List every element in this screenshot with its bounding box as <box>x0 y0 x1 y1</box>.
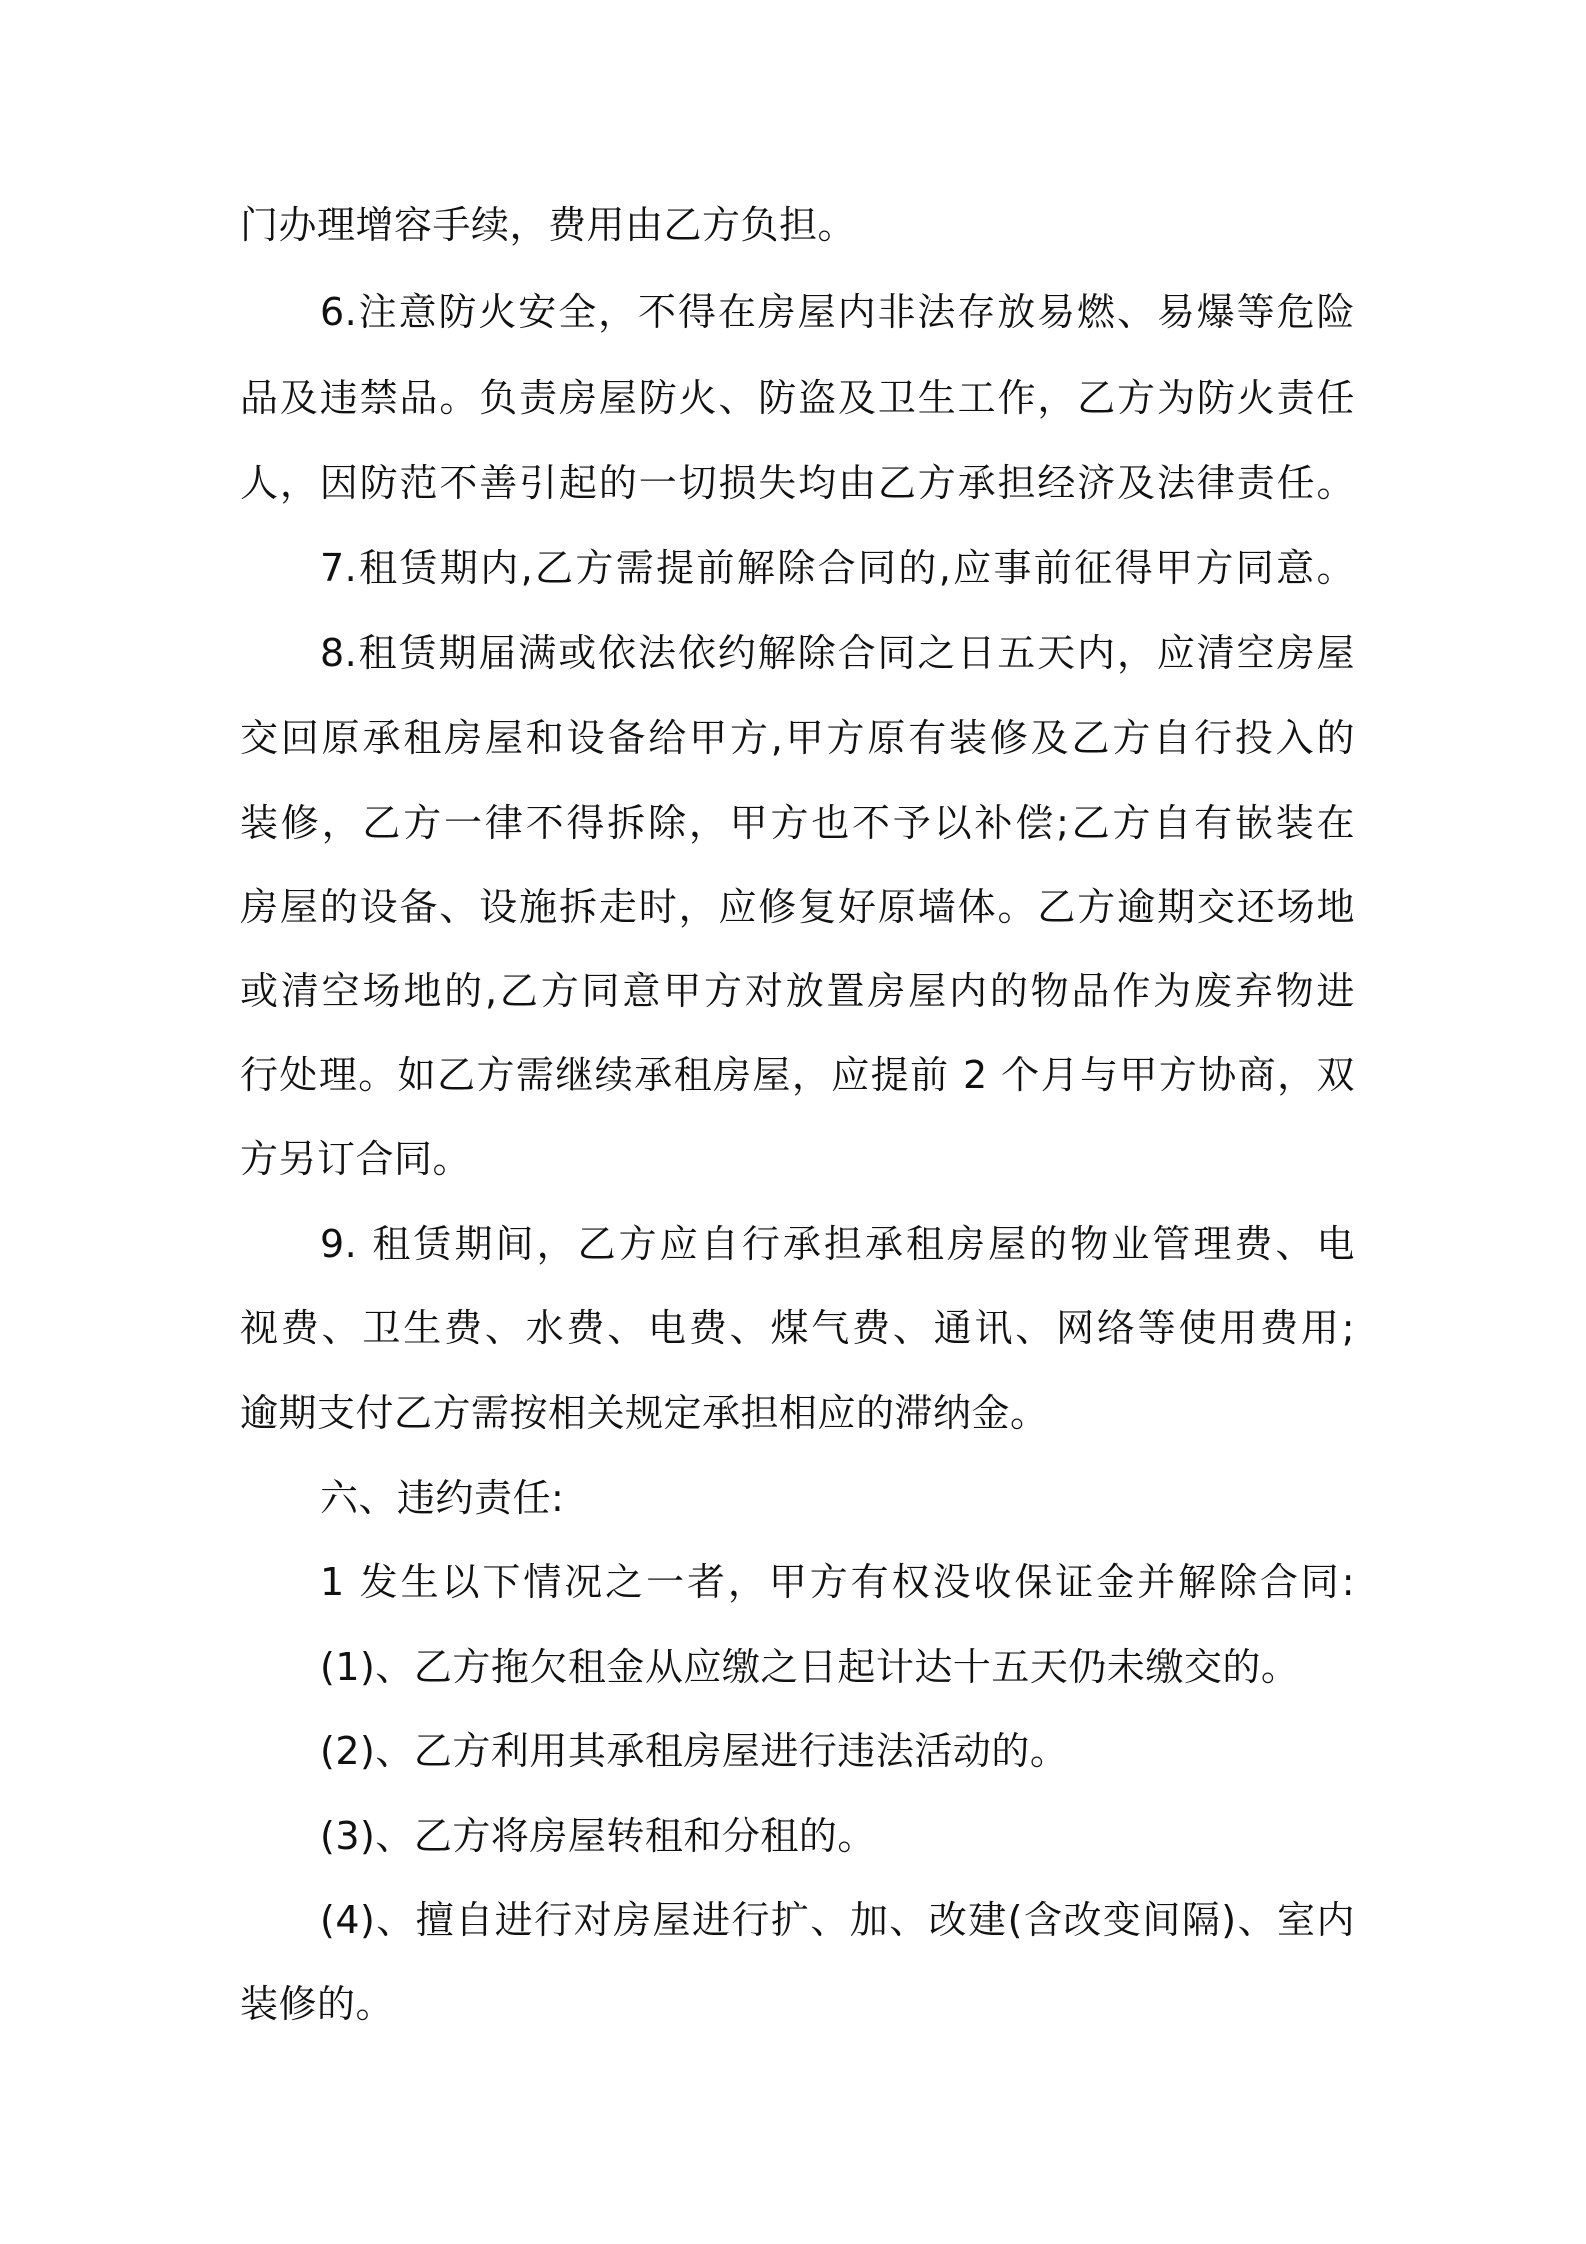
list-item: (3)、乙方将房屋转租和分租的。 <box>320 1814 876 1858</box>
text-line: 装修的。 <box>240 1982 395 2026</box>
list-item: (1)、乙方拖欠租金从应缴之日起计达十五天仍未缴交的。 <box>320 1645 1300 1689</box>
text-line: 或清空场地的,乙方同意甲方对放置房屋内的物品作为废弃物进 <box>240 969 1355 1013</box>
text-line: 视费、卫生费、水费、电费、煤气费、通讯、网络等使用费用; <box>240 1306 1355 1350</box>
text-line: 方另订合同。 <box>240 1137 472 1181</box>
list-item: (2)、乙方利用其承租房屋进行违法活动的。 <box>320 1729 1069 1773</box>
text-line: 人，因防范不善引起的一切损失均由乙方承担经济及法律责任。 <box>240 461 1355 505</box>
text-line: 行处理。如乙方需继续承租房屋，应提前 2 个月与甲方协商，双 <box>240 1053 1355 1097</box>
text-line: 逾期支付乙方需按相关规定承担相应的滞纳金。 <box>240 1391 1049 1435</box>
text-line: 8.租赁期届满或依法依约解除合同之日五天内，应清空房屋 <box>320 631 1355 675</box>
list-item: (4)、擅自进行对房屋进行扩、加、改建(含改变间隔)、室内 <box>320 1898 1355 1942</box>
text-line: 7.租赁期内,乙方需提前解除合同的,应事前征得甲方同意。 <box>320 546 1355 590</box>
text-line: 房屋的设备、设施拆走时，应修复好原墙体。乙方逾期交还场地 <box>240 885 1355 929</box>
text-line: 9. 租赁期间，乙方应自行承担承租房屋的物业管理费、电 <box>320 1222 1355 1266</box>
text-line: 门办理增容手续，费用由乙方负担。 <box>240 203 857 247</box>
section-heading: 六、违约责任: <box>320 1476 565 1520</box>
text-line: 品及违禁品。负责房屋防火、防盗及卫生工作，乙方为防火责任 <box>240 376 1355 420</box>
text-line: 交回原承租房屋和设备给甲方,甲方原有装修及乙方自行投入的 <box>240 716 1355 760</box>
text-line: 6.注意防火安全，不得在房屋内非法存放易燃、易爆等危险 <box>320 290 1355 334</box>
text-line: 1 发生以下情况之一者，甲方有权没收保证金并解除合同: <box>320 1560 1355 1604</box>
text-line: 装修，乙方一律不得拆除，甲方也不予以补偿;乙方自有嵌装在 <box>240 801 1355 845</box>
